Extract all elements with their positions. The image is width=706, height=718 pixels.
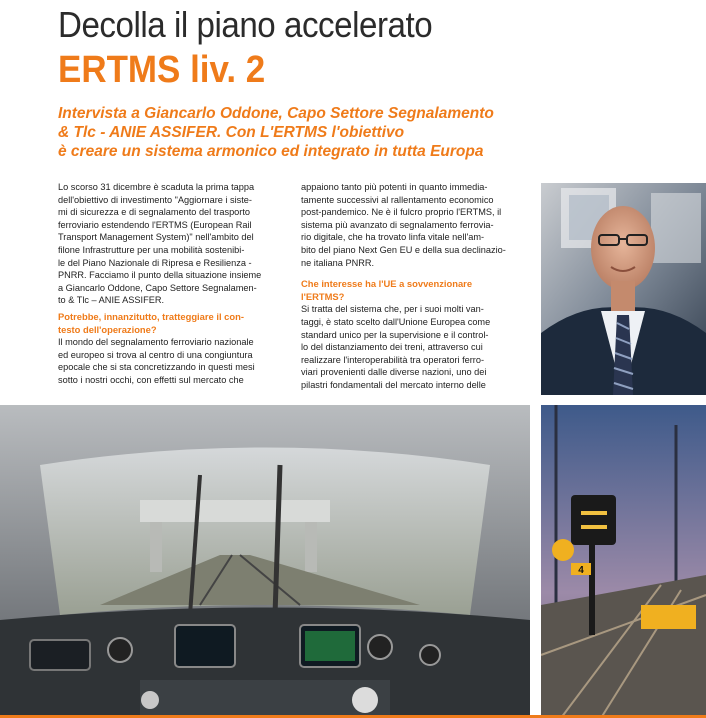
body-line: taggi, è stato scelto dall'Unione Europea come xyxy=(301,316,491,327)
body-line: a Giancarlo Oddone, Capo Settore Segnalamen- xyxy=(58,282,257,293)
body-line: Transport Management System)" nell'ambito del xyxy=(58,232,254,243)
body-line: mi di sicurezza e di segnalamento del trasporto xyxy=(58,207,251,218)
body-line: ne italiana PNRR. xyxy=(301,257,375,268)
question-line: Potrebbe, innanzitutto, tratteggiare il con- xyxy=(58,310,244,322)
train-cab-photo xyxy=(0,405,530,718)
body-line: epocale che si sta concretizzando in questi mesi xyxy=(58,362,255,373)
portrait-photo xyxy=(541,183,706,395)
article-title-line1: Decolla il piano accelerato xyxy=(58,4,433,45)
railway-signal-photo xyxy=(541,405,706,718)
question-line: testo dell'operazione? xyxy=(58,323,157,335)
body-line: Lo scorso 31 dicembre è scaduta la prima tappa xyxy=(58,182,255,192)
body-line: sotto i nostri occhi, con effetti sul mercato che xyxy=(58,374,244,385)
subtitle-line: Intervista a Giancarlo Oddone, Capo Settore Segnalamento xyxy=(58,105,494,122)
body-line: viari provenienti dalle diverse nazioni, uno dei xyxy=(301,367,487,378)
body-line: appaiono tanto più potenti in quanto immedia- xyxy=(301,182,488,192)
question-line: Che interesse ha l'UE a sovvenzionare xyxy=(301,278,473,290)
body-line: sistema più avanzato di segnalamento ferrovia- xyxy=(301,219,494,230)
interview-question-1 xyxy=(58,311,290,336)
question-line: l'ERTMS? xyxy=(301,290,345,302)
body-line: PNRR. Facciamo il punto della situazione insieme xyxy=(58,270,262,281)
body-line: pilastri fondamentali del mercato interno delle xyxy=(301,379,486,390)
body-line: standard unico per la supervisione e il control- xyxy=(301,329,489,340)
article-subtitle xyxy=(58,104,518,161)
body-line: tamente successivi al rallentamento economico xyxy=(301,194,494,205)
body-line: Il mondo del segnalamento ferroviario nazionale xyxy=(58,337,254,348)
body-line: filone Infrastrutture per una mobilità sostenibi- xyxy=(58,244,245,255)
interview-question-2 xyxy=(301,278,533,303)
article-title-line2: ERTMS liv. 2 xyxy=(58,49,266,91)
text-column-2 xyxy=(301,181,533,392)
body-line: dell'obiettivo di investimento "Aggiornare i siste- xyxy=(58,194,252,205)
body-line: le del Piano Nazionale di Ripresa e Resilienza - xyxy=(58,257,252,268)
signal-number: 4 xyxy=(578,565,584,576)
body-line: ed europeo si trova al centro di una congiuntura xyxy=(58,349,253,360)
body-line: Si tratta del sistema che, per i suoi molti van- xyxy=(301,304,484,315)
subtitle-line: & Tlc - ANIE ASSIFER. Con L'ERTMS l'obiettivo xyxy=(58,124,405,141)
text-column-1 xyxy=(58,181,290,387)
body-line: bito del piano Next Gen EU e della sua declinazio- xyxy=(301,244,506,255)
subtitle-line: è creare un sistema armonico ed integrato in tutta Europa xyxy=(58,143,484,160)
body-line: rio digitale, che ha trovato linfa vitale nell'am- xyxy=(301,232,485,243)
body-line: ferroviario estendendo l'ERTMS (European Rail xyxy=(58,219,252,230)
body-line: realizzare l'interoperabilità tra operatori ferro- xyxy=(301,354,485,365)
body-line: to & Tlc – ANIE ASSIFER. xyxy=(58,295,165,306)
body-line: post-pandemico. Ne è il fulcro proprio l'ERTMS, il xyxy=(301,207,502,218)
body-line: lo del distanziamento dei treni, attraverso cui xyxy=(301,342,483,353)
